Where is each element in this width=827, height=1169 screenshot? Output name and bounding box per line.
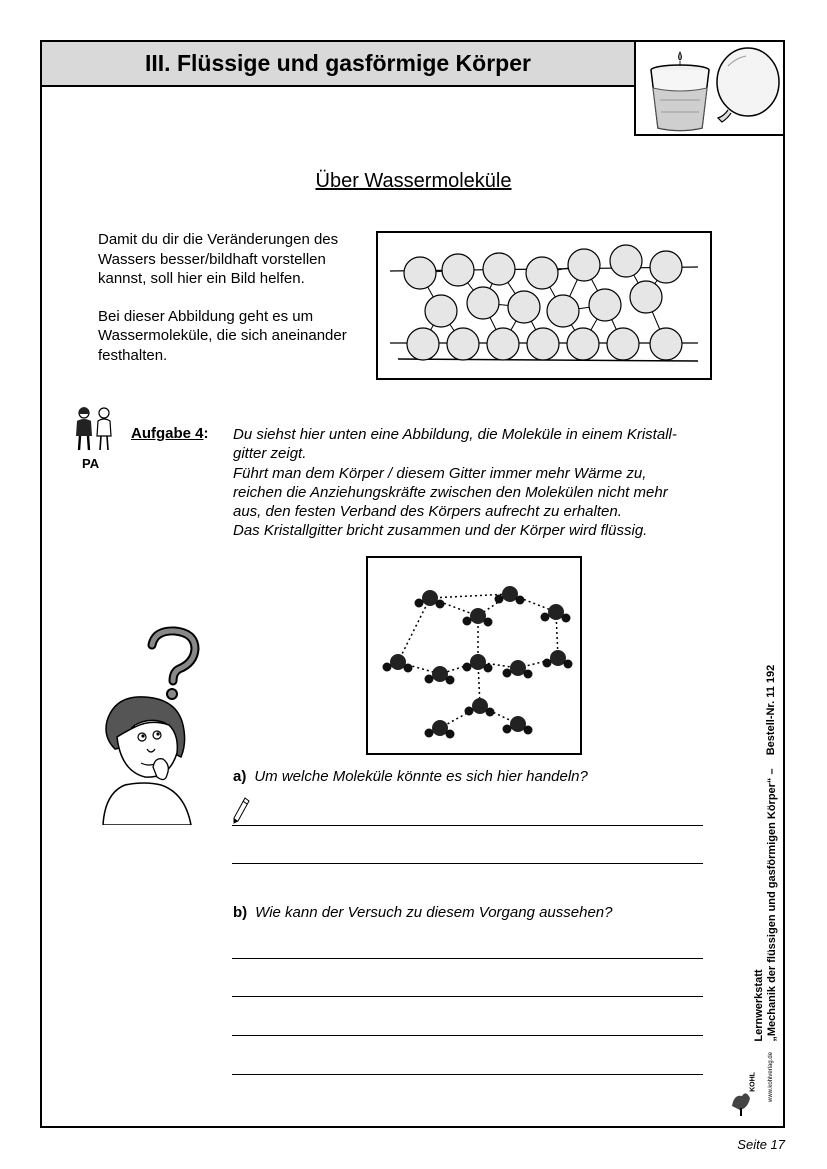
partner-work-icon (70, 404, 120, 456)
book-title: „Mechanik der flüssigen und gasförmigen Körper“ – (766, 768, 778, 1042)
molecule-circle (483, 253, 515, 285)
molecule-circle (404, 257, 436, 289)
molecule-circle (610, 245, 642, 277)
balloon-icon (717, 48, 779, 122)
intro-line: Bei dieser Abbildung geht es um (98, 307, 314, 325)
hydrogen-atom (486, 708, 495, 717)
hydrogen-atom (425, 729, 434, 738)
task-line: reichen die Anziehungskräfte zwischen den Molekülen nicht mehr (233, 483, 668, 501)
hydrogen-atom (484, 618, 493, 627)
hydrogen-atom (524, 670, 533, 679)
intro-paragraph (98, 307, 363, 366)
hydrogen-atom (446, 730, 455, 739)
water-molecules-illustration (376, 231, 712, 380)
task-line: aus, den festen Verband des Körpers aufrecht zu erhalten. (233, 503, 622, 521)
answer-line[interactable] (232, 996, 703, 997)
molecule-circle (650, 251, 682, 283)
page-title: Über Wassermoleküle (315, 170, 512, 192)
task-label (131, 425, 209, 442)
hydrogen-atom (415, 599, 424, 608)
molecule-circle (547, 295, 579, 327)
question-a-label: a) (233, 768, 247, 785)
publisher-name (748, 1062, 758, 1102)
series-name: Lernwerkstatt (753, 969, 765, 1042)
molecule-circle (425, 295, 457, 327)
hydrogen-atom (495, 595, 504, 604)
hydrogen-atom (463, 617, 472, 626)
header-illustration (634, 40, 785, 136)
publisher-url[interactable] (766, 1052, 776, 1102)
hydrogen-atom (503, 669, 512, 678)
intro-line: Wassers besser/bildhaft vorstellen (98, 250, 326, 268)
task-text (233, 425, 753, 541)
question-mark-icon (152, 631, 195, 699)
intro-line: kannst, soll hier ein Bild helfen. (98, 270, 305, 287)
molecule-circle (407, 328, 439, 360)
hydrogen-atom (446, 676, 455, 685)
hydrogen-atom (484, 664, 493, 673)
hydrogen-atom (404, 664, 413, 673)
publisher-name-text: KOHL (749, 1072, 757, 1092)
molecule-circle (589, 289, 621, 321)
question-b-label: b) (233, 904, 248, 921)
molecule-circle (487, 328, 519, 360)
intro-text (98, 230, 363, 383)
hydrogen-atom (524, 726, 533, 735)
page-number: Seite 17 (737, 1137, 785, 1152)
answer-line[interactable] (232, 863, 703, 864)
book-title-block (753, 768, 779, 1041)
hydrogen-atom (463, 663, 472, 672)
chapter-title: III. Flüssige und gasförmige Körper (145, 50, 531, 76)
hydrogen-atom (383, 663, 392, 672)
hydrogen-atom (516, 596, 525, 605)
molecule-circle (650, 328, 682, 360)
thinking-person-icon (95, 625, 205, 825)
hydrogen-atom (425, 675, 434, 684)
task-label-colon: : (203, 425, 209, 442)
question-b (233, 904, 612, 921)
hydrogen-atom (564, 660, 573, 669)
task-line: gitter zeigt. (233, 445, 307, 463)
intro-line: Damit du dir die Veränderungen des (98, 231, 339, 248)
order-number (764, 660, 778, 760)
molecule-circle (447, 328, 479, 360)
partner-work-badge: PA (82, 456, 100, 471)
question-a (233, 768, 588, 785)
molecule-circle (526, 257, 558, 289)
water-glass-icon (651, 52, 709, 131)
hydrogen-atom (543, 659, 552, 668)
question-b-text: Wie kann der Versuch zu diesem Vorgang aussehen? (255, 904, 613, 921)
molecule-circle (630, 281, 662, 313)
pencil-icon (232, 797, 250, 825)
molecule-circle (568, 249, 600, 281)
hydrogen-atom (562, 614, 571, 623)
molecule-circle (467, 287, 499, 319)
hydrogen-atom (436, 600, 445, 609)
hydrogen-atom (465, 707, 474, 716)
answer-line[interactable] (232, 1074, 703, 1075)
hydrogen-atom (541, 613, 550, 622)
molecule-circle (607, 328, 639, 360)
intro-line: festhalten. (98, 346, 168, 364)
task-line: Das Kristallgitter bricht zusammen und der Körper wird flüssig. (233, 522, 648, 540)
hydrogen-atom (503, 725, 512, 734)
molecule-circle (508, 291, 540, 323)
task-label-text: Aufgabe 4 (131, 425, 204, 442)
molecule-circle (567, 328, 599, 360)
answer-line[interactable] (232, 958, 703, 959)
intro-paragraph (98, 230, 363, 289)
crystal-lattice-illustration (366, 556, 582, 755)
intro-line: Wassermoleküle, die sich aneinander (98, 327, 347, 344)
molecule-circle (527, 328, 559, 360)
task-line: Du siehst hier unten eine Abbildung, die Moleküle in einem Kristall- (233, 426, 677, 443)
task-line: Führt man dem Körper / diesem Gitter immer mehr Wärme zu, (233, 464, 647, 482)
question-a-text: Um welche Moleküle könnte es sich hier handeln? (254, 768, 588, 785)
order-number-text: Bestell-Nr. 11 192 (765, 664, 777, 756)
molecule-circle (442, 254, 474, 286)
hydrogen-bond (398, 598, 430, 662)
book-title-vertical (750, 765, 782, 1045)
answer-line[interactable] (232, 825, 703, 826)
publisher-url-text: www.kohlverlag.de (768, 1051, 774, 1103)
answer-line[interactable] (232, 1035, 703, 1036)
